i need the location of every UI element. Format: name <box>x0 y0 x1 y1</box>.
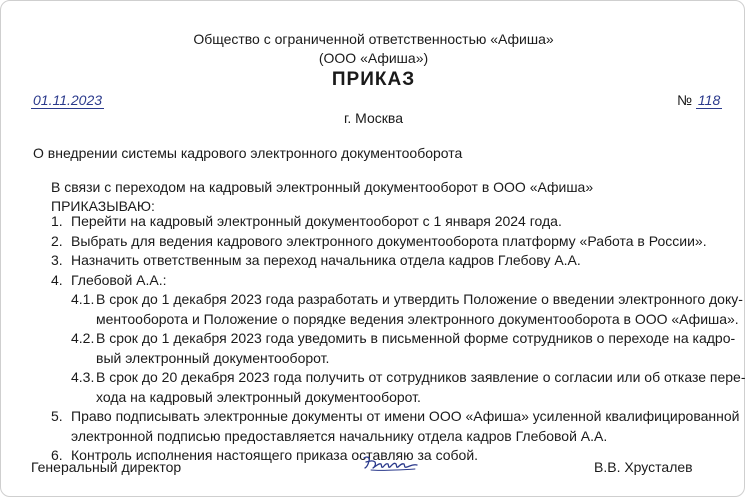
signatory-name: В.В. Хрусталев <box>594 459 693 475</box>
order-subitem-text: В срок до 1 декабря 2023 года уведомить в письменной форме сотрудников о переходе на кадро- <box>96 330 736 346</box>
organization-short-name: (ООО «Афиша») <box>318 50 429 66</box>
order-item-number: 4. <box>51 271 63 288</box>
order-item-number: 3. <box>51 252 63 268</box>
order-subject: О внедрении системы кадрового электронного документооборота <box>33 145 463 161</box>
order-subitem-number: 4.1. <box>71 291 95 307</box>
order-subitem-number: 4.2. <box>71 330 95 346</box>
order-item-number: 6. <box>51 447 63 463</box>
order-item-number: 2. <box>51 232 63 249</box>
order-subitem-number: 4.3. <box>71 369 95 385</box>
order-item-text: Назначить ответственным за переход начальника отдела кадров Глебову А.А. <box>71 252 581 268</box>
handwritten-signature <box>361 452 421 474</box>
order-subitem-text: В срок до 20 декабря 2023 года получить от сотрудников заявление о согласии или об отказе пере- <box>96 369 745 385</box>
signatory-position: Генеральный директор <box>31 459 182 475</box>
order-number-value: 118 <box>697 92 721 108</box>
order-word: ПРИКАЗЫВАЮ: <box>51 198 155 214</box>
city: г. Москва <box>344 110 403 126</box>
order-subitem-text: ментооборота и Положение о порядке ведения электронного документооборота в ООО «Афиша». <box>96 310 739 327</box>
order-subitem-text: хода на кадровый электронный документооборот. <box>96 388 421 405</box>
order-item-text: Глебовой А.А.: <box>71 271 167 288</box>
order-item-text: Право подписывать электронные документы от имени ООО «Афиша» усиленной квалифицированной <box>71 408 740 424</box>
order-item-text: Выбрать для ведения кадрового электронного документооборота платформу «Работа в России». <box>71 232 707 249</box>
order-item-text: Перейти на кадровый электронный документооборот с 1 января 2024 года. <box>71 213 562 229</box>
organization-full-name: Общество с ограниченной ответственностью «Афиша» <box>193 31 554 47</box>
order-subitem-text: вый электронный документооборот. <box>96 349 330 366</box>
order-date <box>31 92 104 108</box>
order-item-number: 1. <box>51 213 63 229</box>
number-sign: № <box>677 92 693 108</box>
order-number <box>677 92 722 108</box>
order-item-number: 5. <box>51 408 63 424</box>
order-date-value: 01.11.2023 <box>33 92 103 108</box>
order-subitem-text: В срок до 1 декабря 2023 года разработать и утвердить Положение о введении электронного доку- <box>96 291 743 307</box>
intro-text: В связи с переходом на кадровый электронный документооборот в ООО «Афиша» <box>51 179 594 195</box>
order-item-text: Контроль исполнения настоящего приказа оставляю за собой. <box>71 447 479 463</box>
order-item-text: электронной подписью предоставляется начальнику отдела кадров Глебовой А.А. <box>71 427 608 444</box>
document-title: ПРИКАЗ <box>331 69 416 90</box>
